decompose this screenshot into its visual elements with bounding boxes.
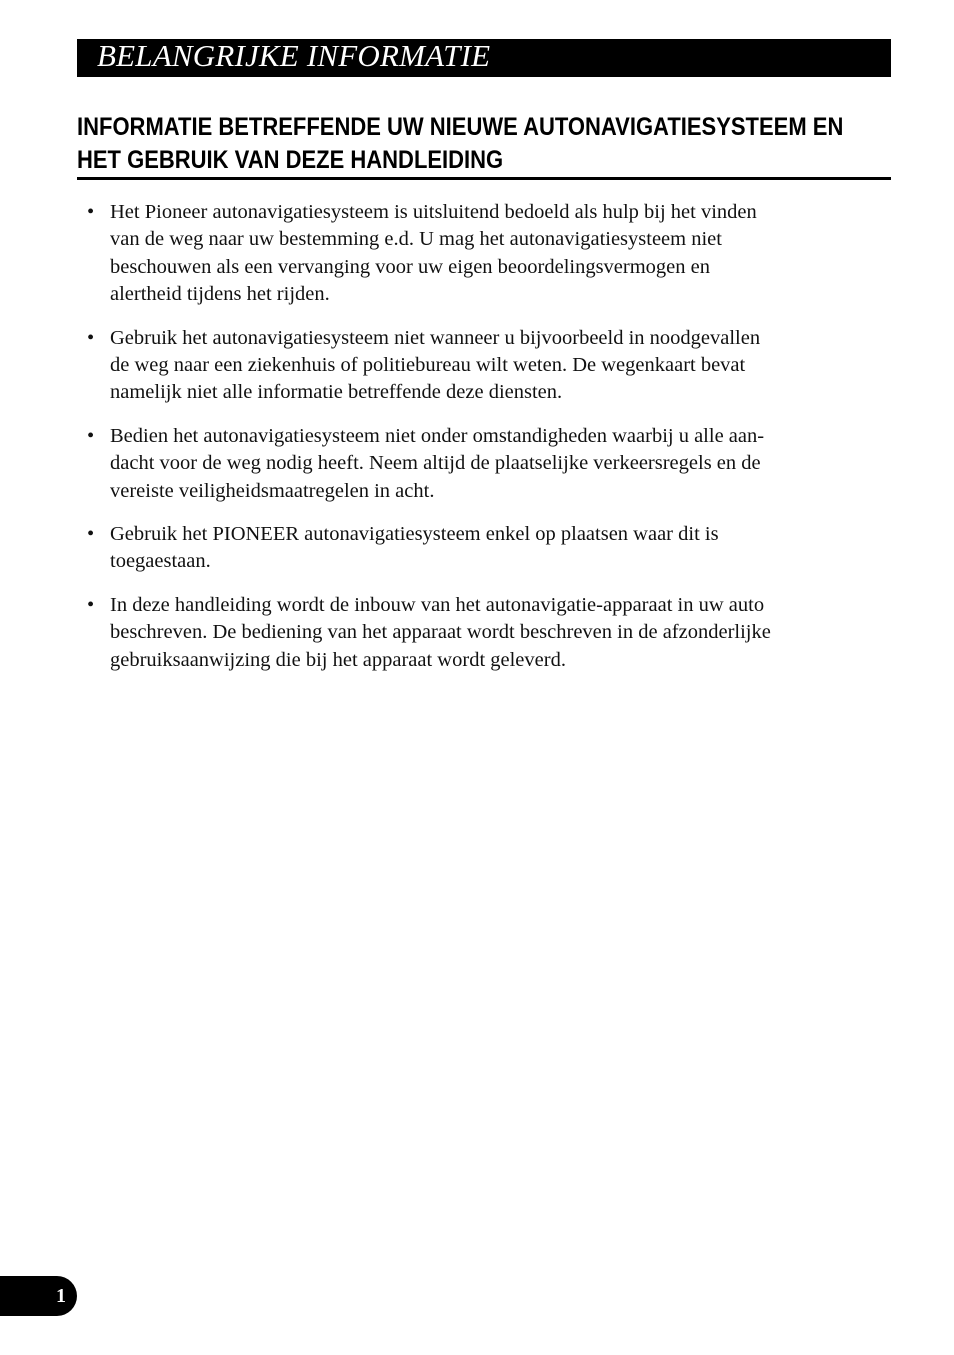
bullet-icon: • [87, 201, 95, 223]
section-heading-line-1: INFORMATIE BETREFFENDE UW NIEUWE AUTONAVIGATIESYSTEEM EN [77, 113, 844, 141]
bullet-text-line: van de weg naar uw bestemming e.d. U mag het autonavigatiesysteem niet [110, 228, 722, 251]
bullet-text-line: beschreven. De bediening van het apparaat wordt beschreven in de afzonderlijke [110, 621, 771, 644]
bullet-list [86, 199, 856, 690]
bullet-text-line: vereiste veiligheidsmaatregelen in acht. [110, 479, 435, 502]
list-item [86, 521, 856, 576]
bullet-text-line: Het Pioneer autonavigatiesysteem is uitsluitend bedoeld als hulp bij het vinden [110, 201, 757, 223]
heading-rule [77, 177, 891, 180]
bullet-text-line: toegaestaan. [110, 550, 211, 573]
bullet-text-line: gebruiksaanwijzing die bij het apparaat wordt geleverd. [110, 648, 566, 671]
page-title: BELANGRIJKE INFORMATIE [97, 38, 491, 73]
list-item [86, 199, 856, 309]
bullet-icon: • [87, 523, 95, 546]
bullet-text-line: Bedien het autonavigatiesysteem niet onder omstandigheden waarbij u alle aan- [110, 424, 765, 447]
section-heading [77, 111, 891, 177]
bullet-text-line: alertheid tijdens het rijden. [110, 283, 330, 306]
bullet-text-line: de weg naar een ziekenhuis of politiebureau wilt weten. De wegenkaart bevat [110, 354, 746, 377]
list-item [86, 423, 856, 505]
section-heading-line-2: HET GEBRUIK VAN DEZE HANDLEIDING [77, 146, 504, 174]
bullet-icon: • [87, 593, 95, 616]
list-item [86, 325, 856, 407]
list-item [86, 592, 856, 674]
page-number: 1 [56, 1285, 66, 1307]
title-bar [77, 39, 891, 77]
bullet-text-line: namelijk niet alle informatie betreffende deze diensten. [110, 381, 563, 404]
bullet-text-line: beschouwen als een vervanging voor uw eigen beoordelingsvermogen en [110, 255, 711, 278]
bullet-text-line: dacht voor de weg nodig heeft. Neem altijd de plaatselijke verkeersregels en de [110, 452, 761, 475]
page-number-tab [0, 1276, 77, 1316]
bullet-text-line: In deze handleiding wordt de inbouw van het autonavigatie-apparaat in uw auto [110, 593, 765, 616]
bullet-icon: • [87, 326, 95, 349]
bullet-text-line: Gebruik het autonavigatiesysteem niet wanneer u bijvoorbeeld in noodgevallen [110, 326, 761, 349]
bullet-text-line: Gebruik het PIONEER autonavigatiesysteem enkel op plaatsen waar dit is [110, 523, 719, 546]
bullet-icon: • [87, 424, 95, 447]
